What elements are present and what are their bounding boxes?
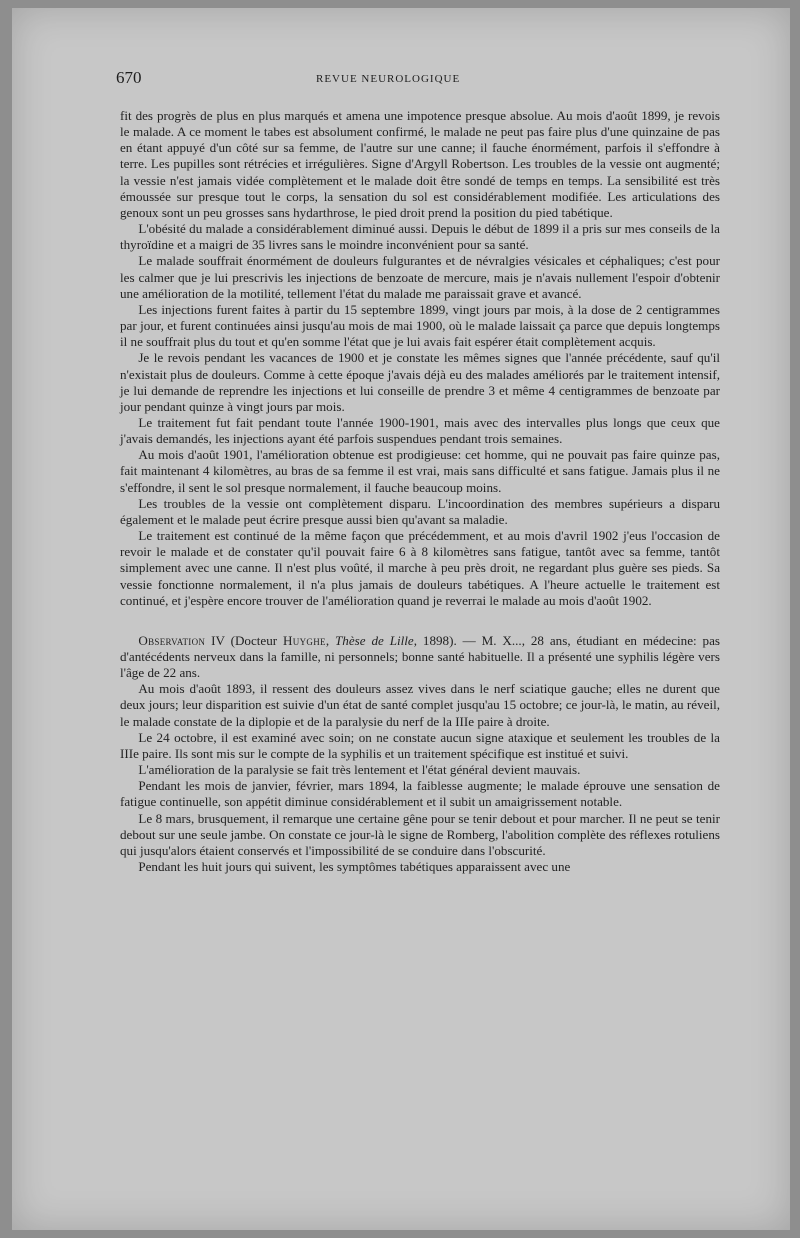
paragraph: Le traitement est continué de la même façon que précédemment, et au mois d'avril 1902 j'eus l'occasion de revoir le malade et de constater qu'il pouvait faire 6 à 8 kilomètres sans fatigue, tantôt avec sa femme, tantôt simplement avec une canne. Il n'est plus voûté, il marche à peu près droit, ne regardant plus guère ses pieds. Sa vessie fonctionne normalement, il n'a plus jamais de douleurs tabétiques. A l'heure actuelle le traitement est continué, et j'espère encore trouver de l'amélioration quand je reverrai le malade au mois d'août 1902. xyxy=(120,528,720,608)
observation-heading-paragraph xyxy=(120,633,720,681)
paragraph: Le malade souffrait énormément de douleurs fulgurantes et de névralgies vésicales et céphaliques; c'est pour les calmer que je lui prescrivis les injections de benzoate de mercure, mais je n'avais nullement l'espoir d'obtenir une amélioration de la motilité, tellement l'état du malade me paraissait grave et avancé. xyxy=(120,253,720,301)
observation-thesis: Thèse de Lille xyxy=(335,632,414,648)
paragraph: fit des progrès de plus en plus marqués et amena une impotence presque absolue. Au mois d'août 1899, je revois le malade. A ce moment le tabes est absolument confirmé, le malade ne peut pas faire plus d'une quinzaine de pas en étant appuyé d'un côté sur sa femme, de l'autre sur une canne; il fauche énormément, parfois il s'effondre à terre. Les pupilles sont rétrécies et irrégulières. Signe d'Argyll Robertson. Les troubles de la vessie ont augmenté; la vessie n'est jamais vidée complètement et le malade doit être sondé de temps en temps. La sensibilité est très émoussée sur presque tout le corps, la sensation du sol est considérablement modifiée. Les articulations des genoux sont un peu grosses sans hydarthrose, le pied droit prend la position du pied tabétique. xyxy=(120,108,720,220)
paragraph: L'amélioration de la paralysie se fait très lentement et l'état général devient mauvais. xyxy=(138,762,581,778)
body-text xyxy=(120,108,720,875)
observation-comma: , xyxy=(325,632,335,648)
paragraph: Le 8 mars, brusquement, il remarque une certaine gêne pour se tenir debout et pour marcher. Il ne peut se tenir debout sur une seule jambe. On constate ce jour-là le signe de Romberg, l'abolition complète des réflexes rotuliens qui jusqu'alors étaient conservés et l'impossibilité de se conduire dans l'obscurité. xyxy=(120,810,720,858)
paragraph: Pendant les huit jours qui suivent, les symptômes tabétiques apparaissent avec une xyxy=(138,859,571,875)
observation-author: Huyghe xyxy=(283,632,326,648)
observation-text: , 1898). — M. X..., 28 ans, étudiant en médecine: pas d'antécédents nerveux dans la famille, ni personnels; bonne santé habituelle. Il a présenté une syphilis légère vers l'âge de 22 ans. xyxy=(120,632,720,681)
paragraph: Au mois d'août 1893, il ressent des douleurs assez vives dans le nerf sciatique gauche; elles ne durent que deux jours; leur disparition est suivie d'un état de santé complet jusqu'au 15 octobre; ce jour-là, le matin, au réveil, le malade constate de la diplopie et de la paralysie du nerf de la IIIe paire à droite. xyxy=(120,681,720,729)
page-number: 670 xyxy=(116,68,142,87)
page-header xyxy=(116,68,716,90)
paragraph: L'obésité du malade a considérablement diminué aussi. Depuis le début de 1899 il a pris sur mes conseils de la thyroïdine et a maigri de 35 livres sans le moindre inconvénient pour sa santé. xyxy=(120,221,720,253)
paragraph: Je le revois pendant les vacances de 1900 et je constate les mêmes signes que l'année précédente, sauf qu'il n'existait plus de douleurs. Comme à cette époque j'avais déjà eu des malades améliorés par le traitement intensif, je lui demande de reprendre les injections et lui conseille de prendre 3 et même 4 centigrammes de benzoate par jour pendant quinze à vingt jours par mois. xyxy=(120,350,720,414)
paragraph: Les troubles de la vessie ont complètement disparu. L'incoordination des membres supérieurs a disparu également et le malade peut écrire presque aussi bien qu'avant sa maladie. xyxy=(120,495,720,527)
paragraph: Le traitement fut fait pendant toute l'année 1900-1901, mais avec des intervalles plus longs que ceux que j'avais demandés, les injections ayant été parfois suspendues pendant trois semaines. xyxy=(120,414,720,447)
observation-number: IV (Docteur xyxy=(205,632,284,648)
paragraph: Au mois d'août 1901, l'amélioration obtenue est prodigieuse: cet homme, qui ne pouvait pas faire quinze pas, fait maintenant 4 kilomètres, au bras de sa femme il est vrai, mais sans difficulté et sans fatigue. Jamais plus il ne s'effondre, il sent le sol presque normalement, il fauche beaucoup moins. xyxy=(120,447,720,495)
paragraph: Pendant les mois de janvier, février, mars 1894, la faiblesse augmente; le malade éprouve une sensation de fatigue continuelle, son appétit diminue considérablement et il subit un amaigrissement notable. xyxy=(120,778,720,810)
paragraph: Le 24 octobre, il est examiné avec soin; on ne constate aucun signe ataxique et seulement les troubles de la IIIe paire. Ils sont mis sur le compte de la syphilis et un traitement spécifique est institué et suivi. xyxy=(120,729,720,761)
paragraph: Les injections furent faites à partir du 15 septembre 1899, vingt jours par mois, à la dose de 2 centigrammes par jour, et furent continuées ainsi jusqu'au mois de mai 1900, où le malade laissait ça parce que depuis longtemps il ne souffrait plus du tout et qu'en somme l'état que je lui avais fait espérer était complètement acquis. xyxy=(120,301,720,350)
running-head: REVUE NEUROLOGIQUE xyxy=(316,73,461,85)
observation-label: Observation xyxy=(138,632,206,648)
scanned-page xyxy=(12,8,790,1230)
